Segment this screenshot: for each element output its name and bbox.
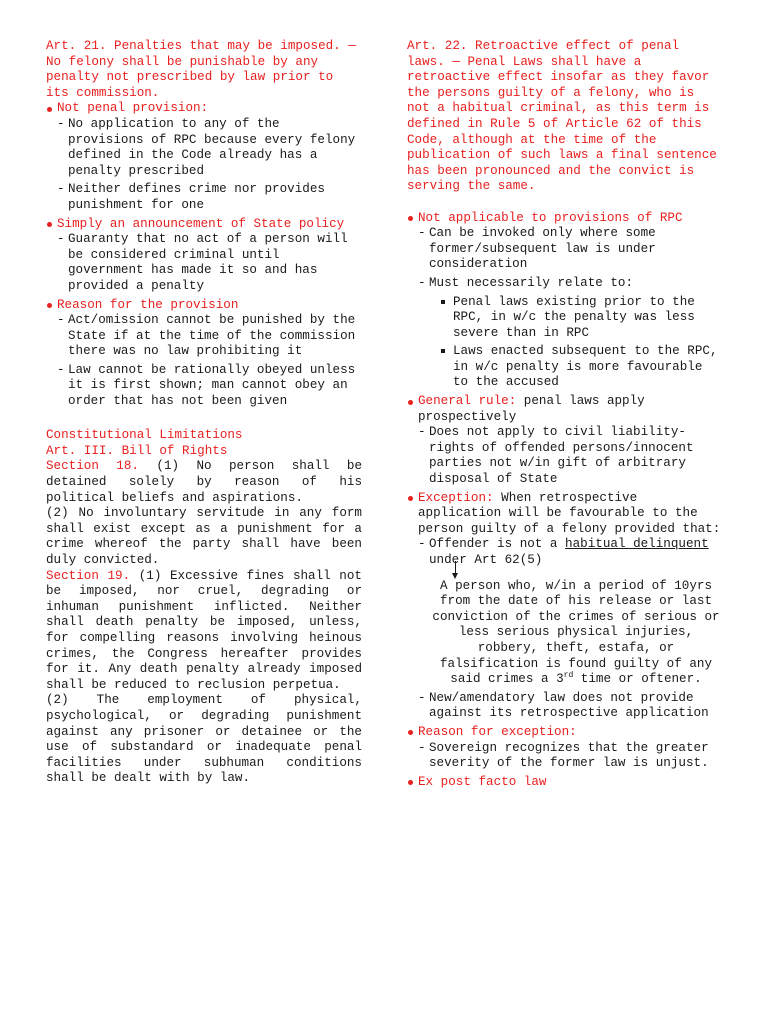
definition-text: A person who, w/in a period of 10yrs from the date of his release or last conviction of the crimes of serious or less serious physical injuries, robbery, theft, estafa, or falsification is found guilty of any said crimes a 3 xyxy=(432,578,720,687)
not-penal-provision-list xyxy=(46,117,362,214)
section-19-para-1 xyxy=(46,569,362,694)
ex-post-facto-heading: Ex post facto law xyxy=(407,775,723,791)
habitual-delinquent-definition xyxy=(407,579,723,688)
habitual-delinquent-term: habitual delinquent xyxy=(565,537,709,552)
exception-list xyxy=(407,537,723,568)
left-column xyxy=(46,39,362,787)
exception-text: When retrospective application will be favourable to the person guilty of a felony provided that: xyxy=(418,490,721,536)
list-item: - Neither defines crime nor provides punishment for one xyxy=(46,182,362,213)
list-item-text: r Art 62(5) xyxy=(459,553,543,567)
list-item: - Law cannot be rationally obeyed unless it is first shown; man cannot obey an order that has not been given xyxy=(46,363,362,410)
list-item-text: Must necessarily relate to: xyxy=(429,275,634,290)
general-rule-list xyxy=(407,425,723,487)
reason-for-exception-list xyxy=(407,741,723,772)
right-column xyxy=(407,39,723,790)
section-19-para-2: (2) The employment of physical, psychological, or degrading punishment against any prisoner or detainee or the use of substandard or inadequate penal facilities under subhuman conditions shall be dealt with by law. xyxy=(46,693,362,786)
exception-list-2 xyxy=(407,691,723,722)
section-19-text-1: (1) Excessive fines shall not be imposed, nor cruel, degrading or inhuman punishment inflicted. Neither shall death penalty be imposed, unless, for compelling reasons involving heinous crimes, the Congress hereafter provides for it. Any death penalty already imposed shall be reduced to reclusion perpetua. xyxy=(46,568,362,692)
list-item xyxy=(407,276,723,292)
superscript-rd: rd xyxy=(563,670,574,680)
section-18-text-1: (1) No person shall be detained solely by reason of his political beliefs and aspirations. xyxy=(46,459,362,505)
list-item-text: Offender is not a xyxy=(429,537,566,552)
reason-heading: Reason for the provision xyxy=(46,298,362,314)
general-rule-heading: General rule: xyxy=(418,394,517,409)
list-item: Penal laws existing prior to the RPC, in w/c the penalty was less severe than in RPC xyxy=(407,295,723,342)
list-item: - Does not apply to civil liability- rights of offended persons/innocent parties not w/in gift of arbitrary disposal of State xyxy=(407,425,723,487)
section-19-label: Section 19. xyxy=(46,568,131,583)
relate-to-list xyxy=(407,295,723,392)
section-18-para-2: (2) No involuntary servitude in any form shall exist except as a punishment for a crime whereof the party shall have been duly convicted. xyxy=(46,506,362,567)
exception-heading: Exception: xyxy=(418,490,494,505)
bill-of-rights-title: Art. III. Bill of Rights xyxy=(46,443,228,458)
list-item: - Act/omission cannot be punished by the State if at the time of the commission there was no law prohibiting it xyxy=(46,313,362,360)
general-rule-text: penal laws apply prospectively xyxy=(418,394,645,424)
spacer xyxy=(407,195,723,211)
constitutional-limitations-title: Constitutional Limitations xyxy=(46,428,243,443)
general-rule-item xyxy=(407,394,723,425)
state-policy-heading: Simply an announcement of State policy xyxy=(46,217,362,233)
list-item: - Sovereign recognizes that the greater severity of the former law is unjust. xyxy=(407,741,723,772)
list-item-text: unde xyxy=(429,553,460,567)
list-item xyxy=(407,537,723,568)
section-18-label: Section 18. xyxy=(46,459,139,474)
list-item: Laws enacted subsequent to the RPC, in w/c penalty is more favourable to the accused xyxy=(407,344,723,391)
exception-item xyxy=(407,491,723,538)
not-applicable-list xyxy=(407,226,723,291)
list-item: - No application to any of the provisions of RPC because every felony defined in the Code already has a penalty prescribed xyxy=(46,117,362,179)
not-applicable-heading: Not applicable to provisions of RPC xyxy=(407,211,723,227)
spacer xyxy=(46,413,362,429)
section-18-para-1 xyxy=(46,459,362,506)
art21-title: Art. 21. Penalties that may be imposed. — No felony shall be punishable by any penalty not prescribed by law prior to its commission. xyxy=(46,39,356,100)
list-item: - Guaranty that no act of a person will be considered criminal until government has made it so and has provided a penalty xyxy=(46,232,362,294)
state-policy-list xyxy=(46,232,362,294)
reason-list xyxy=(46,313,362,410)
not-penal-provision-heading: Not penal provision: xyxy=(46,101,362,117)
list-item: - Can be invoked only where some former/subsequent law is under consideration xyxy=(407,226,723,273)
definition-text: time or oftener. xyxy=(573,672,702,687)
art22-title: Art. 22. Retroactive effect of penal laws. — Penal Laws shall have a retroactive effect insofar as they favor the persons guilty of a felony, who is not a habitual criminal, as this term is defined in Rule 5 of Article 62 of this Code, although at the time of the publication of such laws a final sentence has been pronounced and the convict is serving the same. xyxy=(407,39,717,194)
reason-for-exception-heading: Reason for exception: xyxy=(407,725,723,741)
list-item: - New/amendatory law does not provide against its retrospective application xyxy=(407,691,723,722)
